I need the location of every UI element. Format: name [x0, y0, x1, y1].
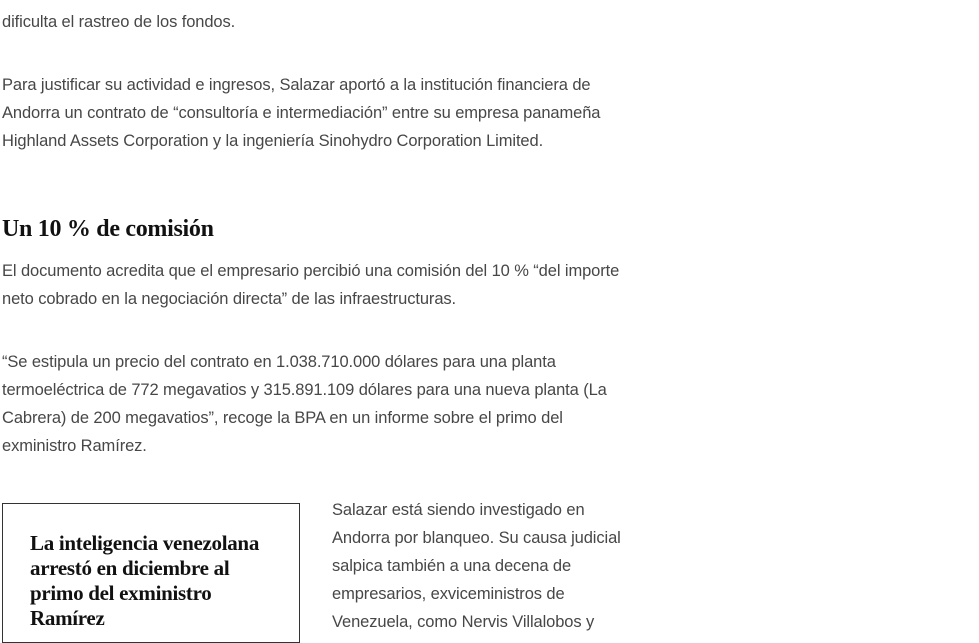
article-paragraph: El documento acredita que el empresario percibió una comisión del 10 % “del importe neto cobrado en la negociación directa” de las infraestructuras. — [2, 262, 620, 308]
paragraph-text: dificulta el rastreo de los fondos. — [2, 13, 236, 31]
article-paragraph: Para justificar su actividad e ingresos, Salazar aportó a la institución financiera de Andorra un contrato de “consultoría e intermediación” entre su empresa panameña Highland Assets Corporation y la ingeniería Sinohydro Corporation Limited. — [2, 76, 601, 150]
article-paragraph — [2, 0, 630, 36]
article-paragraph: “Se estipula un precio del contrato en 1.038.710.000 dólares para una planta termoeléctrica de 772 megavatios y 315.891.109 dólares para una nueva planta (La Cabrera) de 200 megavatios”, recoge la BPA en un informe sobre el primo del exministro Ramírez. — [2, 353, 607, 455]
related-article-title[interactable]: La inteligencia venezolana arrestó en diciembre al primo del exministro Ramírez — [30, 531, 260, 630]
related-article-box[interactable] — [2, 503, 300, 643]
section-heading: Un 10 % de comisión — [2, 216, 214, 242]
article-paragraph: Salazar está siendo investigado en Andorra por blanqueo. Su causa judicial salpica también a una decena de empresarios, exviceministros de Venezuela, como Nervis Villalobos y — [332, 501, 621, 631]
